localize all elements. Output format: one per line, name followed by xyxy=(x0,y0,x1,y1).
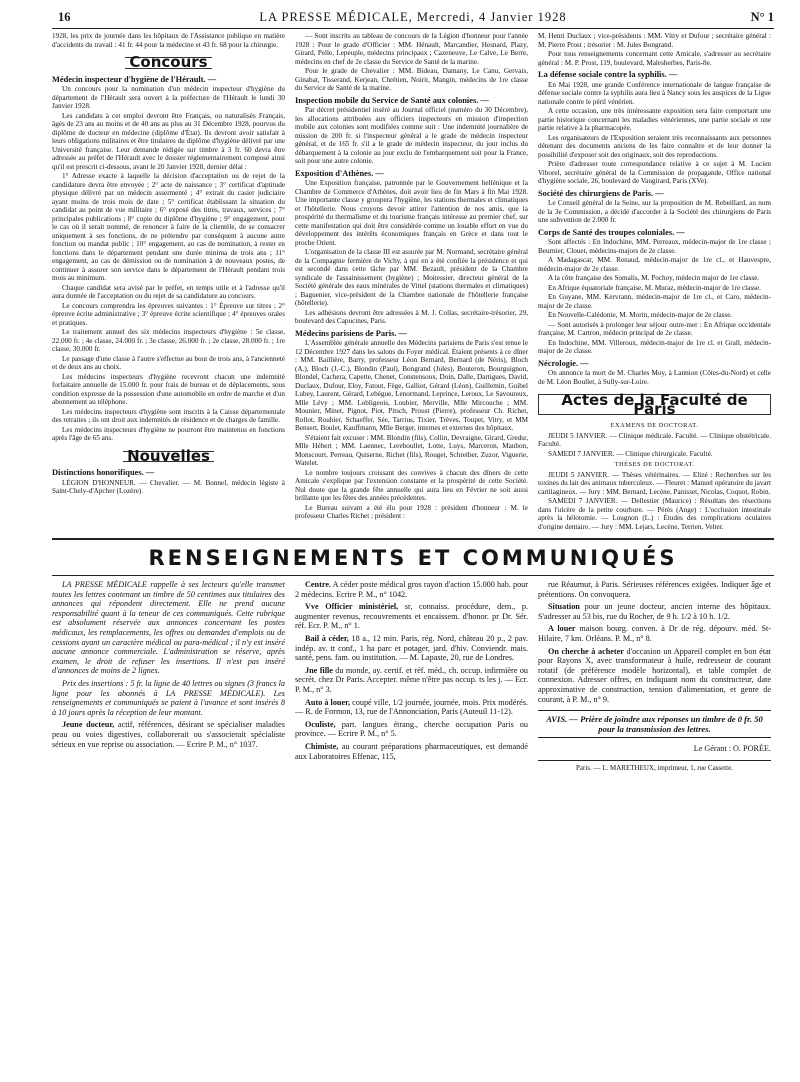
running-head xyxy=(52,0,774,26)
paragraph: Les organisateurs de l'Exposition seraient très reconnaissants aux personnes détenant des documents anciens de les faire connaître et de leur donner la possibilité d'exposer soit des originaux, soit des reproductions. xyxy=(538,133,771,159)
paragraph: En Indochine, MM. Villeroux, médecin-major de 1re cl. et Grall, médecin-major de 2e classe. xyxy=(538,338,771,355)
printer-line: Paris. — L. MARETHEUX, imprimeur, 1, rue Cassette. xyxy=(538,760,771,774)
paragraph: Pour le grade de Chevalier : MM. Bideau, Damany, Le Canu, Gervais, Ginabat, Tisserand, Kerjean, Chrétien, Noirit, Mangin, médecins de 1re classe du Service de Santé de la marine. xyxy=(295,67,528,92)
classified-ad: Jeune docteur, actif, références, désirant se spécialiser maladies peau ou voies digestives, collaborerait ou s'associerait spécialiste sérieux en vue reprise ou association. — Ecrire P. M., n° 1037. xyxy=(52,720,285,749)
classifieds-prices: Prix des insertions : 5 fr. la ligne de 40 lettres ou signes (3 francs la ligne pour les abonnés à LA PRESSE MÉDICALE). Les renseignements et communiqués se paient à l'avance et sont insérés 8 à 10 jours après la réception de leur montant. xyxy=(52,678,285,717)
classified-ad: Bail à céder, 18 a., 12 min. Paris, rég. Nord, château 20 p., 2 pav. indép. av. tt conf., 1 ha parc et potager, jard. d'hiv. Conviendr. mais. santé, pens. fam. ou institution. — M. Lapaste, 20, rue de Londres. xyxy=(295,633,528,663)
article-heading: Médecin inspecteur d'hygiène de l'Hérault. — xyxy=(52,74,217,84)
classified-ad: Situation pour un jeune docteur, ancien interne des hôpitaux. S'adresser au 53 bis, rue du Rocher, de 9 h. 1/2 à 10 h. 1/2. xyxy=(538,602,771,621)
paragraph: 1° Adresse exacte à laquelle la décision d'acceptation ou de rejet de la candidature devra être envoyée ; 2° acte de naissance ; 3° certificat d'aptitude physique délivré par un médecin assermenté ; 4° extrait du casier judiciaire ayant moins de trois mois de date ; 5° certificat établissant la situation du candidat au point de vue militaire ; 6° exposé des titres, travaux, services ; 7° principales publications ; 8° copie du diplôme d'hygiène ; 9° engagement, pour le cas où il serait nommé, de renoncer à faire de la clientèle, de se consacrer uniquement à ses fonctions, de ne prétendre par conséquent à aucune autre fonction ou mandat public ; 10° engagement, au cas de nomination, à rester en fonctions dans le département pendant une durée minima de trois ans ; 11° engagement, au cas de démission ou de nomination à de nouveaux postes, de continuer à assurer son service dans le département de l'Hérault pendant trois mois au minimum. xyxy=(52,172,285,282)
paragraph: — Sont autorisés à prolonger leur séjour outre-mer : En Afrique occidentale française, M. Cartron, médecin principal de 2e classe. xyxy=(538,320,771,337)
paragraph: On annonce la mort de M. Charles Moy, à Lannion (Côtes-du-Nord) et celle de M. Léon Boullet, à Sully-sur-Loire. xyxy=(538,369,771,386)
section-heading-nouvelles: Nouvelles xyxy=(52,451,285,464)
column-3 xyxy=(538,32,771,532)
paragraph: Les candidats à cet emploi devront être Français, ou naturalisés Français, âgés de 23 ans au moins et de 40 ans au plus au 31 Décembre 1928, pourvus du diplôme de docteur en médecine (diplôme d'État). Ils devront avoir satisfait à leurs obligations militaires et être titulaires du diplôme d'hygiène délivré par une Université française. Leur demande rédigée sur timbre à 3 fr. 60 devra être adressée au préfet de l'Hérault avec le dossier réglementairement composé ainsi qu'il est prescrit ci-dessous, avant le 20 Janvier 1928, dernier délai : xyxy=(52,111,285,171)
article-heading: Médecins parisiens de Paris. — xyxy=(295,328,407,338)
classifieds-column-2 xyxy=(295,580,528,773)
paragraph: Prière d'adresser toute correspondance relative à ce sujet à M. Lucien Viborel, secrétaire général de la Commission de propagande, Office national d'hygiène sociale, 26, boulevard de Vaugirard, Paris (XVe). xyxy=(538,160,771,185)
classifieds-intro: LA PRESSE MÉDICALE rappelle à ses lecteurs qu'elle transmet toutes les lettres contenant un timbre de 50 centimes aux titulaires des annonces qui répondent directement. Elle ne prend aucune responsabilité quant à la teneur de ces communiqués. Cette rubrique est absolument réservée aux annonces concernant les postes médicaux, les remplacements, les offres ou demandes d'emplois ou de cessions ayant un caractère médical ou para-médical ; il n'y est inséré aucune annonce commerciale. L'administration se réserve, après examen, le droit de refuser les insertions. Il n'est pas inséré d'annonces de moins de 2 lignes. xyxy=(52,580,285,676)
paragraph: Les médecins inspecteurs d'hygiène sont inscrits à la Caisse départementale des retraites ; ils ont droit aux indemnités de résidence et de charges de famille. xyxy=(52,407,285,424)
classified-ad: On cherche à acheter d'occasion un Appareil complet en bon état pour Rayons X, avec transformateur à huile, redresseur de courant rotatif (de préférence modèle horizontal), et table complet de connexion. Adresser offres, en indiquant nom du constructeur, date approximative de construction, tension d'alimentation, et genre de courant, à P. M., n° 9. xyxy=(538,646,771,704)
paragraph: Les adhésions devront être adressées à M. J. Collas, secrétaire-trésorier, 29, boulevard des Capucines, Paris. xyxy=(295,308,528,325)
paragraph: En Mai 1928, une grande Conférence internationale de langue française de défense sociale contre la syphilis aura lieu à Nancy sous les auspices de la Ligue nationale contre le péril vénérien. xyxy=(538,80,771,106)
paragraph: S'étaient fait excuser : MM. Blondin (fils), Collin, Devraigne, Girard, Gredsr, Mlle Hébert ; MM. Laennec, Lereboullet, Lotte, Luys, Marceron, Maubon, Monscourt, Perreau, Quiserne, Richet (fils), Rouget, Schreiber, Zuzor, Viguerie, Watelet. xyxy=(295,433,528,467)
classifieds-columns xyxy=(52,580,774,773)
issue-number: N° 1 xyxy=(750,10,774,24)
gerant-line: Le Gérant : O. PORÉE. xyxy=(693,744,771,754)
article-heading: Inspection mobile du Service de Santé aux colonies. — xyxy=(295,95,489,105)
classified-ad: Centre. A céder poste médical gros rayon d'action 15.000 hab. pour 2 médecins. Ecrire P. M., n° 1042. xyxy=(295,580,528,599)
paragraph: Par décret présidentiel inséré au Journal officiel (numéro du 30 Décembre), les allocations attribuées aux officiers inspecteurs en mission d'inspection mobile aux colonies sont modifiées comme suit : Une indemnité journalière de mission de 200 fr. si l'inspecteur général a le grade de médecin inspecteur général, et de 165 fr. s'il a le grade de médecin inspecteur, du jour inclus du débarquement à la colonie au jour exclu de l'embarquement soit pour la France, soit pour une autre colonie. xyxy=(295,106,528,165)
classified-ad: Auto à louer, coupé ville, 1/2 journée, journée, mois. Prix modérés. — R. de Formon, 13, rue de l'Annonciation, Paris (Auteuil 11-12). xyxy=(295,697,528,717)
paragraph: Sont affectés : En Indochine, MM. Perreaux, médecin-major de 1re classe ; Beurnier, Clouet, médecins-majors de 2e classe. xyxy=(538,238,771,255)
paragraph: — Sont inscrits au tableau de concours de la Légion d'honneur pour l'année 1928 : Pour le grade d'Officier : MM. Hénault, Marcandier, Hesnard, Plazy, Girard, Pelle, Lepeuple, médecins principaux ; Cazeneuve, Le Calve, Le Berre, médecins en chef de 2e classe du Service de Santé de la marine. xyxy=(295,32,528,66)
classified-ad: Jne fille du monde, ay. certif. et réf. méd., ch. occup. infirmière ou secrét. chez Dr Paris. Accepter. même n'être pas occup. ts les j. — Ecr. P. M., n° 3. xyxy=(295,665,528,694)
paragraph: SAMEDI 7 JANVIER. — Dellestier (Maurice) : Résultats des résections dans l'ulcère de la petite courbure. — Pérès (Ange) : L'occlusion intestinale après la hélotomie. — Lougnon (L.) : Études des complications oculaires d'origine dentaire. — Jury : MM. Lejars, Lecène, Terrien, Velter. xyxy=(538,497,771,531)
paragraph: En Guyane, MM. Kervrann, médecin-major de 1re cl., et Caro, médecin-major de 2e classe. xyxy=(538,293,771,310)
subheading: THÈSES DE DOCTORAT. xyxy=(614,461,695,468)
article-heading: Distinctions honorifiques. — xyxy=(52,468,155,477)
paragraph: Les médecins inspecteurs d'hygiène ne pourront être maintenus en fonctions après l'âge de 65 ans. xyxy=(52,425,285,442)
paragraph: Le passage d'une classe à l'autre s'effectue au bout de trois ans, à l'ancienneté et de deux ans au choix. xyxy=(52,354,285,371)
article-heading: Nécrologie. — xyxy=(538,358,589,368)
section-heading-actes: Actes de la Faculté de Paris xyxy=(538,394,771,416)
paragraph: Un concours pour la nomination d'un médecin inspecteur d'hygiène du département de l'Hérault sera ouvert à la préfecture de l'Hérault le lundi 30 Janvier 1928. xyxy=(52,85,285,110)
journal-title: LA PRESSE MÉDICALE, Mercredi, 4 Janvier 1928 xyxy=(259,10,567,24)
section-heading-concours: Concours xyxy=(52,57,285,70)
page-number: 16 xyxy=(58,10,71,24)
article-heading: Société des chirurgiens de Paris. — xyxy=(538,188,664,198)
paragraph: A Madagascar, MM. Renaud, médecin-major de 1re cl., et Hauvespre, médecin-major de 2e classe. xyxy=(538,256,771,273)
classifieds-column-3 xyxy=(538,580,771,773)
article-heading: La défense sociale contre la syphilis. — xyxy=(538,70,678,79)
paragraph: A la côte française des Somalis, M. Pochoy, médecin major de 1re classe. xyxy=(548,274,760,282)
paragraph: En Afrique équatoriale française, M. Muraz, médecin-major de 1re classe. xyxy=(548,283,761,292)
classified-ad: rue Réaumur, à Paris. Sérieuses références exigées. Indiquer âge et prétentions. On convoquera. xyxy=(538,580,771,599)
classified-ad: A louer maison bourg. conven. à Dr de rég. dépourv. méd. St-Hilaire, 7 km. Orléans. P. M., n° 8. xyxy=(538,624,771,643)
article-heading: Exposition d'Athènes. — xyxy=(295,168,384,178)
paragraph: M. Henri Duclaux ; vice-présidents : MM. Vitry et Dufour ; secrétaire général : M. Pierre Prost ; trésorier : M. Jules Bongrand. xyxy=(538,32,771,49)
paragraph: Le traitement annuel des six médecins inspecteurs d'hygiène : 5e classe, 22.000 fr. ; 4e classe, 24.000 fr. ; 3e classe, 26.000 fr. ; 2e classe, 28.000 fr. ; 1re classe, 30.000 fr. xyxy=(52,328,285,353)
paragraph: Pour tous renseignements concernant cette Amicale, s'adresser au secrétaire général : M. P. Prost, 119, boulevard, Malesherbes, Paris-8e. xyxy=(538,50,771,67)
classifieds-rule xyxy=(52,575,774,576)
paragraph: Le nombre toujours croissant des convives à chacun des dîners de cette Amicale s'explique par l'extension constante et la prospérité de cette Société. Nul doute que la grande fête annuelle qui aura lieu en Février ne soit aussi brillante que les fêtes des années précédentes. xyxy=(295,468,528,502)
paragraph: JEUDI 5 JANVIER. — Clinique médicale. Faculté. — Clinique obstétricale. Faculté. xyxy=(538,431,771,448)
classified-ad: Oculiste, part. langues étrang., cherche occupation Paris ou province. — Ecrire P. M., n° 5. xyxy=(295,719,528,739)
paragraph: L'Assemblée générale annuelle des Médecins parisiens de Paris s'est tenue le 12 Décembre 1927 dans les salons du Foyer médical. Étaient présents à ce dîner : MM. Baillière, Barry, professeur Léon Bernard, Bernard (de Néris), Bloch (A.), Bloch (J.-C.), Blondin (Paul), Bongrand (Jules), Bouteron, Bourguignon, Blondel, Cachera, Capette, Chenet, Constensoux, Doin, Dalle, Dartigues, David, Duclaux, Dufour, Eloy, Fatout, Fège, Galliot, Gérard (Léon), Guillemin, Guibel Lubey, Laurent, Gérard, Lebègue, Lenormand, Leprince, Leroux, Le Savoureux, Mlle Lévy ; MM. Lobligeois, Loubier, Merville, Mlle Mircouche ; MM. Mounier, Minet, Pignot, Piot, Pitsch, Proust (Pierre), professeur Ch. Richet, Rollot, Rouhier, Schaeffer, Sée, Tarrius, Tixier, Trèves, Toupet, Vitry, et MM Bensert, Boulet, Kauffmann, Mlle Berger, internes et externes des hôpitaux. xyxy=(295,339,528,432)
paragraph: LÉGION D'HONNEUR. — Chevalier. — M. Bonnel, médecin légiste à Saint-Chely-d'Apcher (Lozère). xyxy=(52,478,285,495)
paragraph: Le Conseil général de la Seine, sur la proposition de M. Rebeillard, au nom de la 3e Commission, a décidé d'accorder à la Société des chirurgiens de Paris une subvention de 2.000 fr. xyxy=(538,199,771,224)
lead-paragraph: 1928, les prix de journée dans les hôpitaux de l'Assistance publique en matière d'accidents du travail : 41 fr. 44 pour la médecine et 43 fr. 68 pour la chirurgie. xyxy=(52,32,285,49)
classified-ad: Vve Officier ministériel, sr, connaiss. procédure, dem., p. augmenter revenus, recouvrements et encaissem. d'honor. pr Dr. Sér. réf. Ecr. P. M., n° 1. xyxy=(295,602,528,631)
article-heading: Corps de Santé des troupes coloniales. — xyxy=(538,227,685,237)
paragraph: En Nouvelle-Calédonie, M. Morin, médecin-major de 2e classe. xyxy=(548,311,733,319)
column-2 xyxy=(295,32,528,532)
classifieds-column-1 xyxy=(52,580,285,773)
paragraph: Le Bureau suivant a été élu pour 1928 : président d'honneur : M. le professeur Charles Richet ; président : xyxy=(295,503,528,520)
column-1 xyxy=(52,32,285,532)
paragraph: Les médecins inspecteurs d'hygiène recevront chacun une indemnité forfaitaire annuelle de 15.000 fr. pour frais de bureau et de déplacements, sous condition expresse de la possession d'une automobile en ordre de marche et d'un abonnement au téléphone. xyxy=(52,372,285,406)
paragraph: A cette occasion, une très intéressante exposition sera faite comportant une partie historique concernant les maladies vénériennes, une partie sociale et une partie relative à la pharmacopée. xyxy=(538,107,771,132)
paragraph: JEUDI 5 JANVIER. — Thèses vétérinaires. — Elizé : Recherches sur les toxines du lait des animaux tuberculeux. — Fleuret : Manuel opératoire du javart cartilagineux. — Jury : MM. Bernard, Lecène, Panisset, Nicolas, Coquot, Robin. xyxy=(538,470,771,496)
notice-box: AVIS. — Prière de joindre aux réponses un timbre de 0 fr. 50 pour la transmission des lettres. xyxy=(538,710,771,738)
paragraph: SAMEDI 7 JANVIER. — Clinique chirurgicale. Faculté. xyxy=(548,449,713,458)
classifieds-title: RENSEIGNEMENTS ET COMMUNIQUÉS xyxy=(148,546,678,570)
classified-ad: Chimiste, au courant préparations pharmaceutiques, est demandé aux Laboratoires Effenac, 115, xyxy=(295,741,528,761)
paragraph: Une Exposition française, patronnée par le Gouvernement hellénique et la Chambre de Commerce d'Athènes, doit avoir lieu de fin Mars à fin Mai 1928. Une importante classe y groupera l'hygiène, les stations thermales et climatiques et l'hôtellerie. Nous croyons devoir attirer l'attention de nos amis, que la prospérité du thermalisme et du tourisme français intéresse au premier chef, sur cette manifestation qui doit être considérée comme un louable effort en vue du développement des intérêts économiques français en Grèce et dans tout le proche Orient. xyxy=(295,179,528,247)
subheading: EXAMENS DE DOCTORAT. xyxy=(610,422,699,429)
paragraph: L'organisation de la classe III est assurée par M. Normand, secrétaire général de la Compagnie fermière de Vichy, à qui en a été confiée la présidence et qui est secondé dans cette tâche par MM. Bezault, président de la Chambre syndicale de l'assainissement (hygiène) ; Moitessier, directeur général de la Société générale des eaux minérales de Vittel (stations thermales et climatiques) ; Baguenier, vice-président de la Chambre nationale de l'hôtellerie française (hôtellerie). xyxy=(295,248,528,307)
paragraph: Chaque candidat sera avisé par le préfet, en temps utile et à l'adresse qu'il aura donnée de l'acceptation ou du rejet de sa candidature au concours. xyxy=(52,283,285,300)
paragraph: Le concours comprendra les épreuves suivantes : 1° Épreuve sur titres ; 2° épreuve écrite administrative ; 3° épreuve écrite scientifique ; 4° épreuves orales et pratiques. xyxy=(52,301,285,327)
classifieds-band xyxy=(52,538,774,773)
upper-columns xyxy=(52,32,774,532)
